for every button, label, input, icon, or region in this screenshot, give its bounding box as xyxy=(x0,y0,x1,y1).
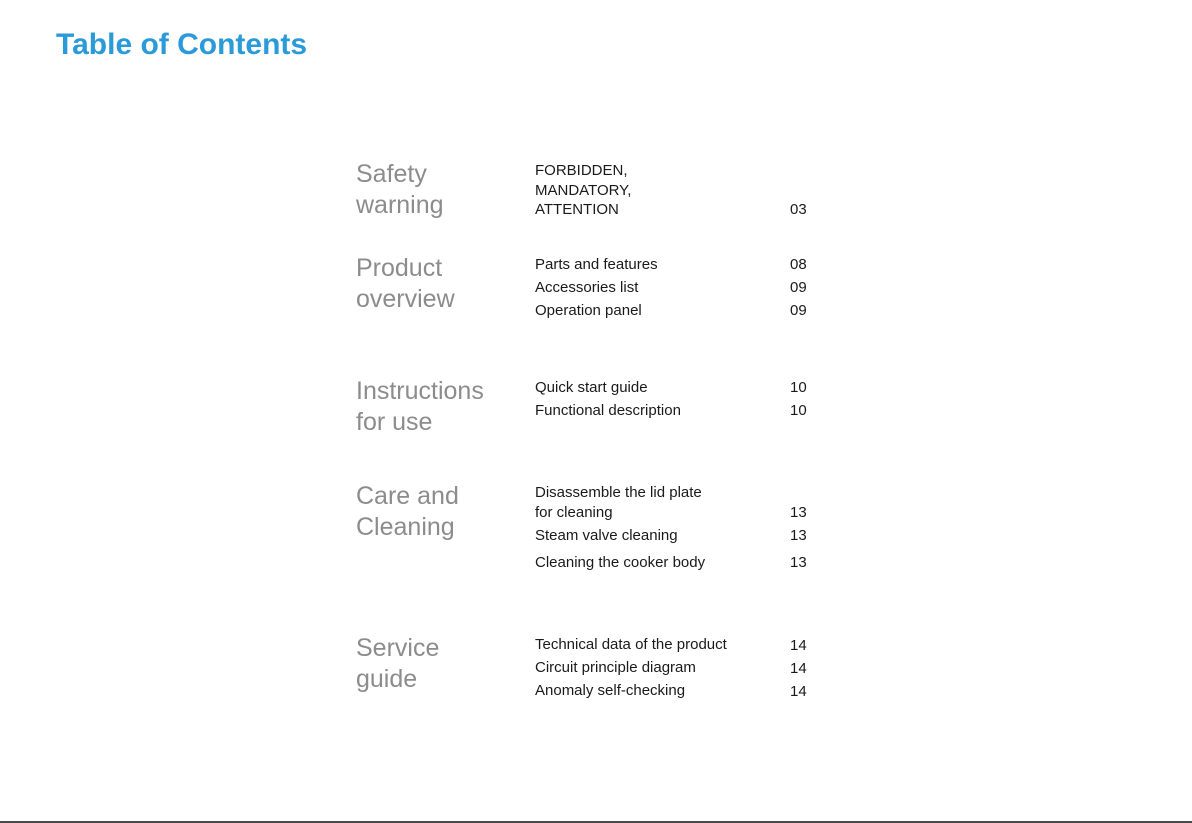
toc-entry-page[interactable]: 14 xyxy=(790,683,807,700)
page-title: Table of Contents xyxy=(56,28,308,61)
toc-entry-page[interactable]: 13 xyxy=(790,504,807,521)
toc-entry-page[interactable]: 13 xyxy=(790,554,807,571)
toc-entry-label[interactable]: Technical data of the product xyxy=(535,636,727,653)
section-title-instructions-for-use: Instructions for use xyxy=(356,377,484,436)
toc-entry-page[interactable]: 09 xyxy=(790,279,807,296)
toc-entry-page[interactable]: 14 xyxy=(790,660,807,677)
toc-entry-page[interactable]: 14 xyxy=(790,637,807,654)
toc-entry-label[interactable]: Operation panel xyxy=(535,302,642,319)
toc-entry-label[interactable]: Parts and features xyxy=(535,256,658,273)
toc-entry-label[interactable]: Quick start guide xyxy=(535,379,648,396)
toc-entry-label[interactable]: Circuit principle diagram xyxy=(535,659,696,676)
toc-entry-label[interactable]: Cleaning the cooker body xyxy=(535,554,706,571)
toc-entry-label[interactable]: Anomaly self-checking xyxy=(535,682,686,699)
toc-entry-label[interactable]: FORBIDDEN, MANDATORY, ATTENTION xyxy=(535,162,632,218)
toc-entry-page[interactable]: 10 xyxy=(790,402,807,419)
section-title-product-overview: Product overview xyxy=(356,254,455,313)
toc-entry-page[interactable]: 10 xyxy=(790,379,807,396)
section-title-service-guide: Service guide xyxy=(356,634,440,693)
toc-entry-label[interactable]: Disassemble the lid plate for cleaning xyxy=(535,484,702,521)
toc-entry-page[interactable]: 08 xyxy=(790,256,807,273)
toc-entry-label[interactable]: Accessories list xyxy=(535,279,639,296)
section-title-safety-warning: Safety warning xyxy=(356,160,444,219)
toc-entry-page[interactable]: 03 xyxy=(790,201,807,218)
toc-entry-label[interactable]: Steam valve cleaning xyxy=(535,527,678,544)
section-title-care-and-cleaning: Care and Cleaning xyxy=(356,482,459,541)
toc-entry-page[interactable]: 09 xyxy=(790,302,807,319)
toc-entry-label[interactable]: Functional description xyxy=(535,402,681,419)
toc-entry-page[interactable]: 13 xyxy=(790,527,807,544)
